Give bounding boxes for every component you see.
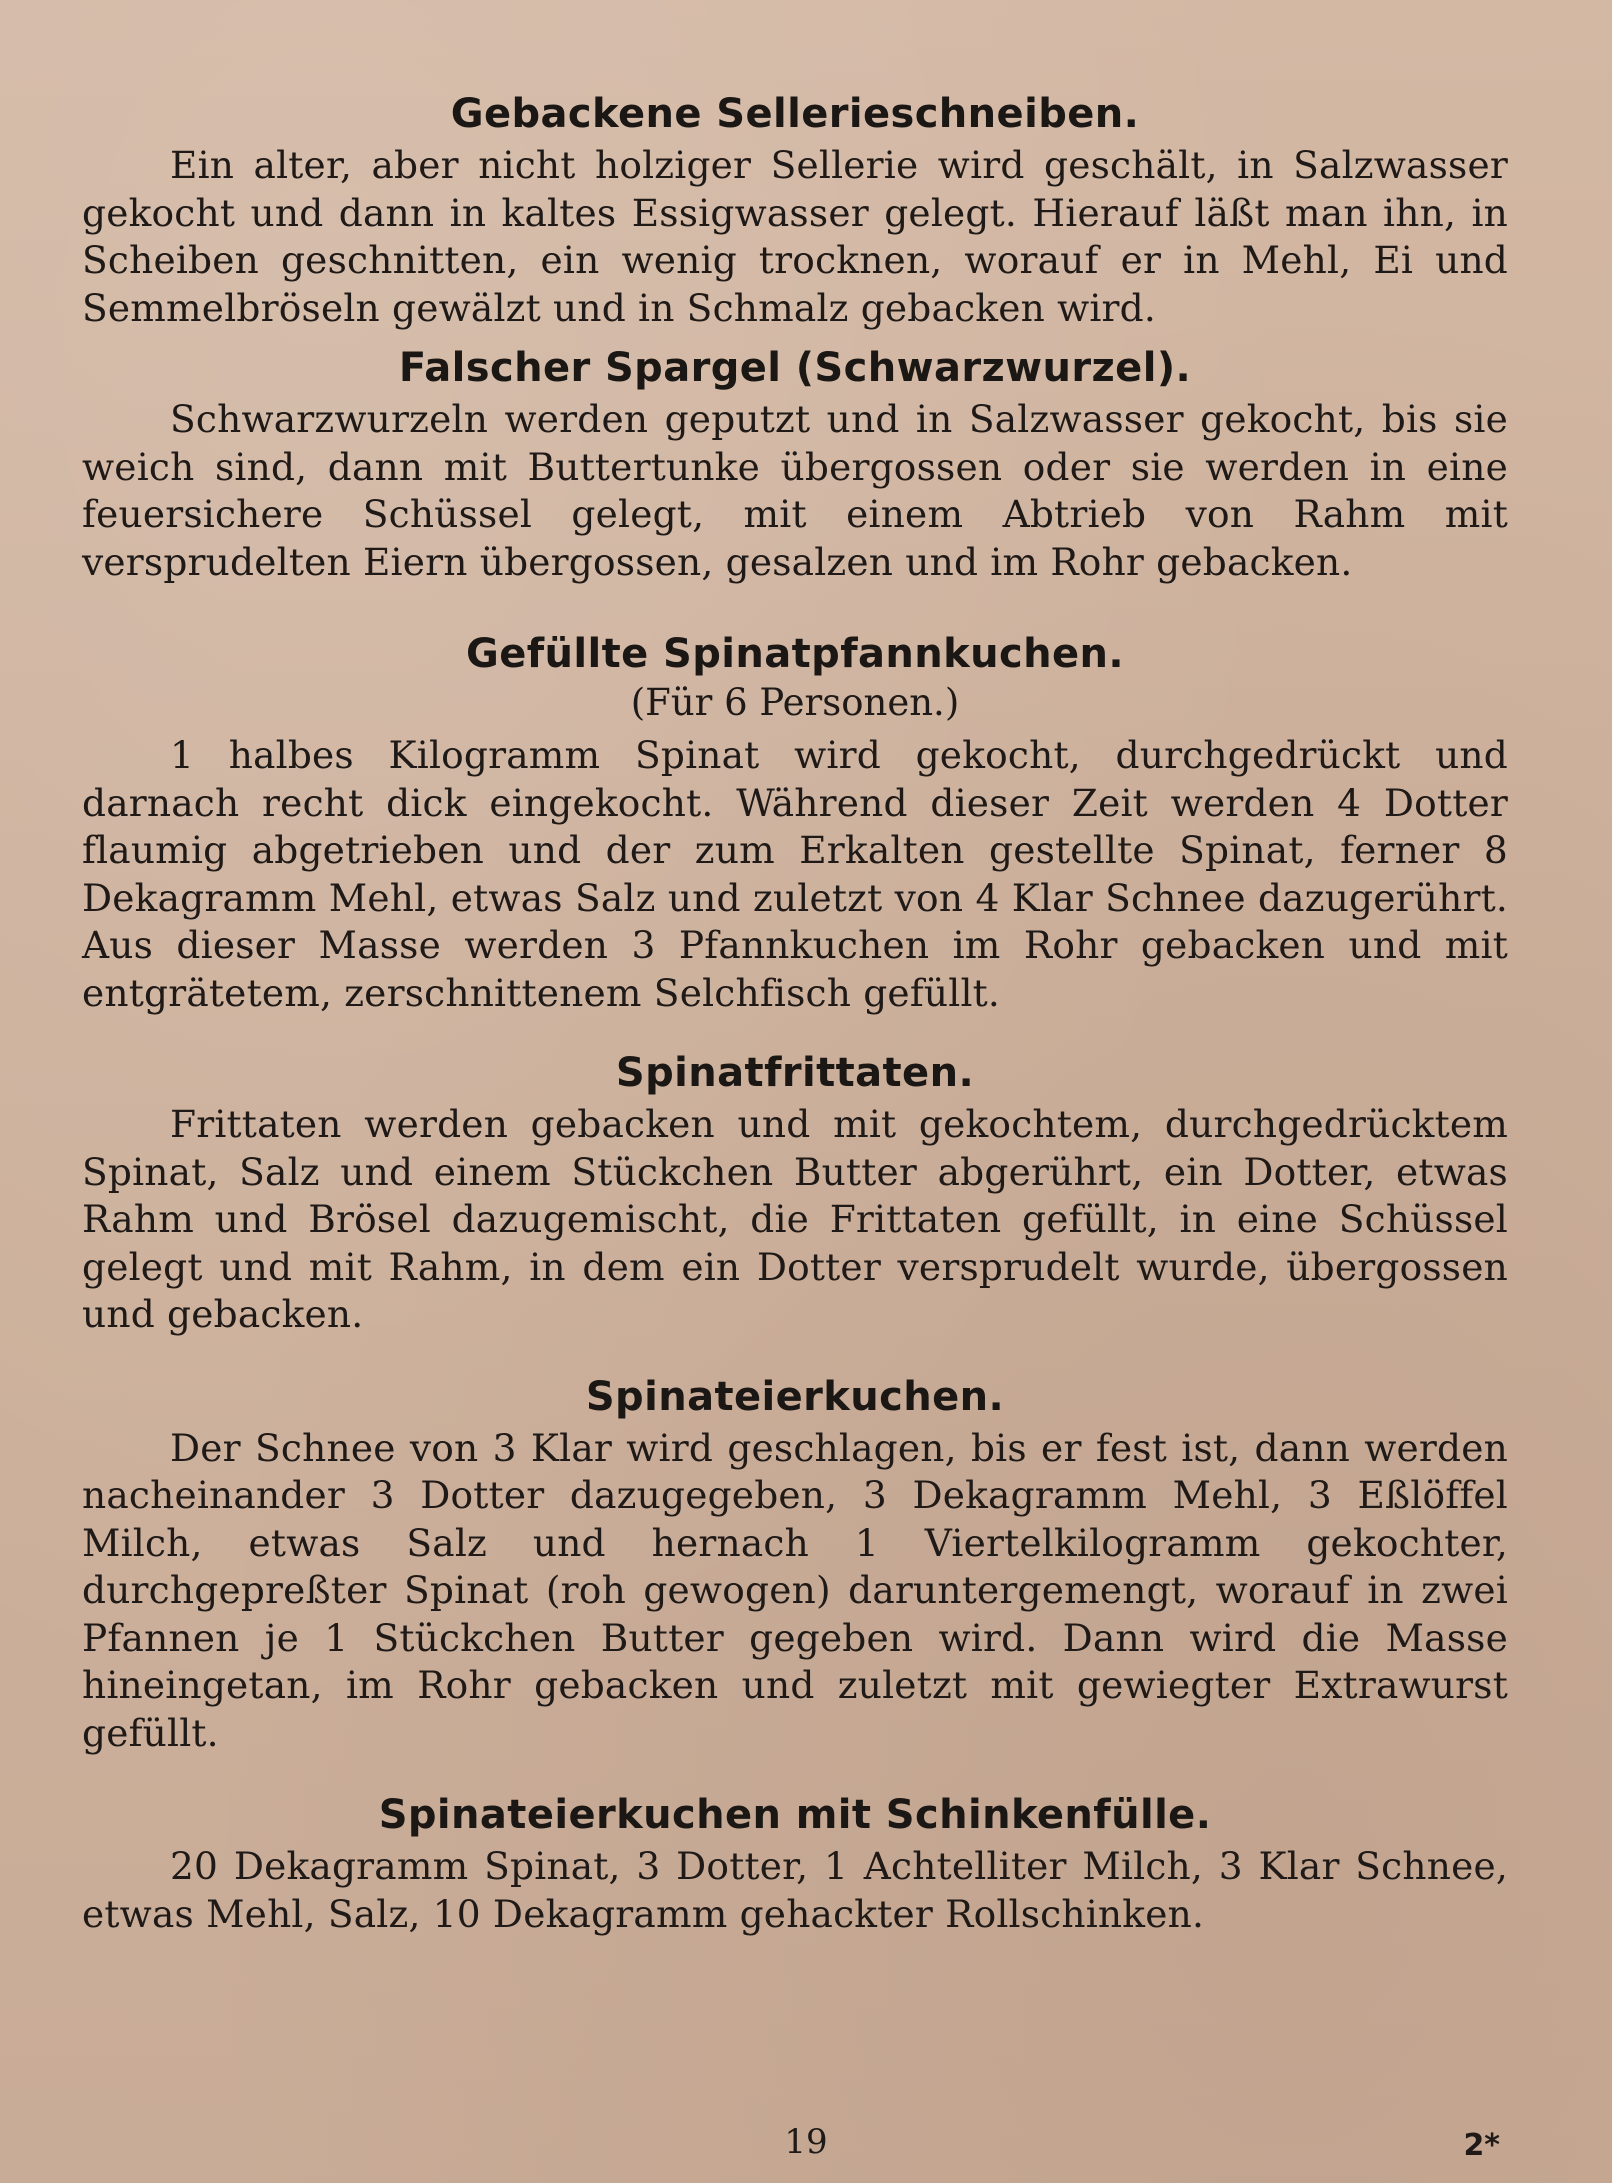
recipe-title: Spinatfrittaten. (615, 1050, 975, 1096)
recipe-title: Gebackene Sellerieschneiben. (450, 91, 1140, 137)
recipe-servings: (Für 6 Personen.) (630, 681, 960, 724)
recipe-spinateierkuchen (82, 1369, 1508, 1758)
recipe-gebackene-sellerieschneiben (82, 86, 1508, 332)
recipe-spinatfrittaten (82, 1045, 1508, 1339)
recipe-title: Spinateierkuchen. (585, 1373, 1005, 1420)
recipe-spinateierkuchen-mit-schinkenfuelle (82, 1787, 1508, 1938)
recipe-falscher-spargel (82, 340, 1508, 586)
recipe-title: Spinateierkuchen mit Schinkenfülle. (378, 1792, 1212, 1838)
recipe-title: Falscher Spargel (Schwarzwurzel). (398, 345, 1192, 391)
recipe-body: 1 halbes Kilogramm Spinat wird gekocht, durchgedrückt und darnach recht dick eingekocht. Während dieser Zeit werden 4 Dotter flaumig abgetrieben und der zum Erkalten gestellte Spinat, ferner 8 Dekagramm Mehl, etwas Salz und zuletzt von 4 Klar Schnee dazugerührt. Aus dieser Masse werden 3 Pfannkuchen im Rohr gebacken und mit entgrätetem, zerschnittenem Selchfisch gefüllt. (82, 733, 1508, 1015)
recipe-body: Ein alter, aber nicht holziger Sellerie wird geschält, in Salzwasser gekocht und dann in kaltes Essigwasser gelegt. Hierauf läßt man ihn, in Scheiben geschnitten, ein wenig trocknen, worauf er in Mehl, Ei und Semmelbröseln gewälzt und in Schmalz gebacken wird. (82, 143, 1508, 330)
recipe-body: 20 Dekagramm Spinat, 3 Dotter, 1 Achtelliter Milch, 3 Klar Schnee, etwas Mehl, Salz, 10 Dekagramm gehackter Rollschinken. (82, 1844, 1508, 1936)
page-number: 19 (784, 2122, 828, 2162)
recipe-body: Frittaten werden gebacken und mit gekochtem, durchgedrücktem Spinat, Salz und einem Stückchen Butter abgerührt, ein Dotter, etwas Rahm und Brösel dazugemischt, die Frittaten gefüllt, in eine Schüssel gelegt und mit Rahm, in dem ein Dotter versprudelt wurde, übergossen und gebacken. (82, 1102, 1508, 1336)
page-footer (0, 2118, 1612, 2166)
signature-mark: 2* (1463, 2128, 1500, 2163)
recipe-gefuellte-spinatpfannkuchen (82, 626, 1508, 1017)
recipe-title: Gefüllte Spinatpfannkuchen. (465, 631, 1125, 677)
recipe-body: Schwarzwurzeln werden geputzt und in Salzwasser gekocht, bis sie weich sind, dann mit Buttertunke übergossen oder sie werden in eine feuersichere Schüssel gelegt, mit einem Abtrieb von Rahm mit versprudelten Eiern übergossen, gesalzen und im Rohr gebacken. (82, 397, 1508, 584)
recipe-body: Der Schnee von 3 Klar wird geschlagen, bis er fest ist, dann werden nacheinander 3 Dotter dazugegeben, 3 Dekagramm Mehl, 3 Eßlöffel Milch, etwas Salz und hernach 1 Viertelkilogramm gekochter, durchgepreßter Spinat (roh gewogen) daruntergemengt, worauf in zwei Pfannen je 1 Stückchen Butter gegeben wird. Dann wird die Masse hineingetan, im Rohr gebacken und zuletzt mit gewiegter Extrawurst gefüllt. (82, 1425, 1508, 1755)
